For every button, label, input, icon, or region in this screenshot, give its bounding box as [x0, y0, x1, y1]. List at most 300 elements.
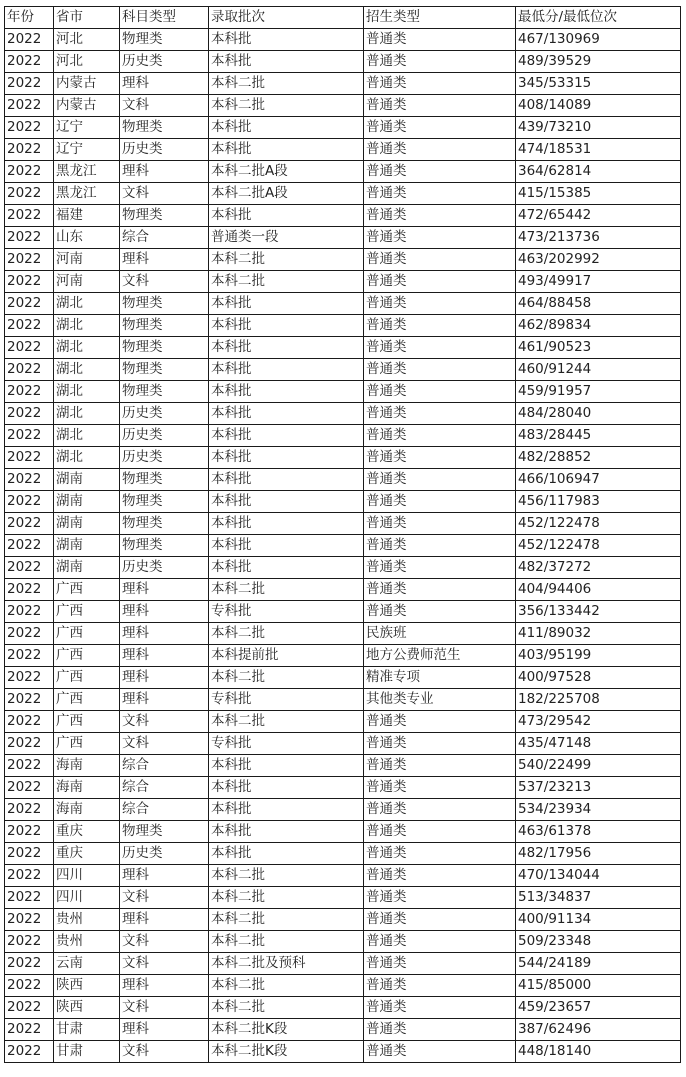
cell-admission-batch: 本科批: [209, 205, 364, 227]
table-row: [5, 997, 681, 1019]
cell-province: 湖北: [54, 403, 120, 425]
cell-enrollment-type: 普通类: [364, 447, 516, 469]
cell-province: 湖北: [54, 337, 120, 359]
table-row: [5, 139, 681, 161]
cell-subject-type: 文科: [120, 711, 209, 733]
cell-admission-batch: 本科二批: [209, 579, 364, 601]
cell-province: 甘肃: [54, 1041, 120, 1063]
cell-year: 2022: [5, 931, 54, 953]
cell-subject-type: 物理类: [120, 337, 209, 359]
cell-enrollment-type: 普通类: [364, 381, 516, 403]
table-row: [5, 337, 681, 359]
header-enrollment-type: 招生类型: [364, 7, 516, 29]
cell-subject-type: 历史类: [120, 51, 209, 73]
cell-enrollment-type: 普通类: [364, 579, 516, 601]
cell-enrollment-type: 普通类: [364, 755, 516, 777]
cell-enrollment-type: 普通类: [364, 601, 516, 623]
table-row: [5, 51, 681, 73]
table-row: [5, 205, 681, 227]
table-row: [5, 73, 681, 95]
table-row: [5, 821, 681, 843]
cell-year: 2022: [5, 601, 54, 623]
table-row: [5, 271, 681, 293]
table-row: [5, 887, 681, 909]
table-row: [5, 161, 681, 183]
cell-admission-batch: 本科批: [209, 359, 364, 381]
cell-min-score-rank: 534/23934: [516, 799, 681, 821]
cell-province: 山东: [54, 227, 120, 249]
cell-min-score-rank: 463/61378: [516, 821, 681, 843]
cell-admission-batch: 本科批: [209, 491, 364, 513]
cell-subject-type: 理科: [120, 645, 209, 667]
cell-province: 广西: [54, 711, 120, 733]
cell-year: 2022: [5, 865, 54, 887]
cell-subject-type: 理科: [120, 865, 209, 887]
cell-subject-type: 文科: [120, 271, 209, 293]
cell-year: 2022: [5, 645, 54, 667]
cell-enrollment-type: 普通类: [364, 975, 516, 997]
header-subject-type: 科目类型: [120, 7, 209, 29]
cell-admission-batch: 本科批: [209, 557, 364, 579]
table-row: [5, 227, 681, 249]
cell-subject-type: 历史类: [120, 447, 209, 469]
cell-year: 2022: [5, 183, 54, 205]
cell-year: 2022: [5, 117, 54, 139]
cell-year: 2022: [5, 557, 54, 579]
cell-subject-type: 物理类: [120, 205, 209, 227]
table-row: [5, 843, 681, 865]
table-row: [5, 293, 681, 315]
cell-subject-type: 理科: [120, 689, 209, 711]
cell-subject-type: 综合: [120, 799, 209, 821]
cell-subject-type: 综合: [120, 227, 209, 249]
cell-enrollment-type: 普通类: [364, 821, 516, 843]
cell-enrollment-type: 普通类: [364, 139, 516, 161]
table-row: [5, 799, 681, 821]
cell-subject-type: 历史类: [120, 843, 209, 865]
cell-admission-batch: 本科批: [209, 821, 364, 843]
cell-year: 2022: [5, 491, 54, 513]
cell-subject-type: 理科: [120, 1019, 209, 1041]
cell-enrollment-type: 普通类: [364, 227, 516, 249]
cell-province: 湖北: [54, 381, 120, 403]
cell-min-score-rank: 470/134044: [516, 865, 681, 887]
cell-province: 广西: [54, 667, 120, 689]
cell-enrollment-type: 普通类: [364, 161, 516, 183]
cell-admission-batch: 本科提前批: [209, 645, 364, 667]
cell-admission-batch: 本科批: [209, 139, 364, 161]
cell-province: 湖北: [54, 359, 120, 381]
table-row: [5, 623, 681, 645]
cell-subject-type: 理科: [120, 623, 209, 645]
cell-year: 2022: [5, 161, 54, 183]
cell-province: 海南: [54, 755, 120, 777]
cell-enrollment-type: 普通类: [364, 249, 516, 271]
cell-enrollment-type: 普通类: [364, 205, 516, 227]
cell-province: 湖北: [54, 315, 120, 337]
cell-min-score-rank: 460/91244: [516, 359, 681, 381]
cell-min-score-rank: 448/18140: [516, 1041, 681, 1063]
cell-year: 2022: [5, 403, 54, 425]
cell-enrollment-type: 地方公费师范生: [364, 645, 516, 667]
cell-province: 海南: [54, 777, 120, 799]
cell-admission-batch: 本科二批: [209, 887, 364, 909]
table-row: [5, 601, 681, 623]
cell-enrollment-type: 普通类: [364, 117, 516, 139]
cell-province: 广西: [54, 623, 120, 645]
cell-min-score-rank: 459/23657: [516, 997, 681, 1019]
table-row: [5, 447, 681, 469]
cell-year: 2022: [5, 513, 54, 535]
cell-year: 2022: [5, 271, 54, 293]
cell-province: 河南: [54, 249, 120, 271]
cell-min-score-rank: 509/23348: [516, 931, 681, 953]
admission-score-table: [4, 6, 681, 1063]
cell-subject-type: 物理类: [120, 469, 209, 491]
cell-min-score-rank: 473/29542: [516, 711, 681, 733]
cell-min-score-rank: 404/94406: [516, 579, 681, 601]
cell-min-score-rank: 464/88458: [516, 293, 681, 315]
cell-enrollment-type: 普通类: [364, 425, 516, 447]
cell-subject-type: 理科: [120, 161, 209, 183]
cell-admission-batch: 本科二批A段: [209, 183, 364, 205]
table-body: [5, 29, 681, 1063]
cell-min-score-rank: 474/18531: [516, 139, 681, 161]
cell-min-score-rank: 456/117983: [516, 491, 681, 513]
cell-admission-batch: 本科批: [209, 535, 364, 557]
cell-province: 陕西: [54, 975, 120, 997]
cell-year: 2022: [5, 381, 54, 403]
cell-enrollment-type: 普通类: [364, 909, 516, 931]
cell-province: 贵州: [54, 909, 120, 931]
cell-year: 2022: [5, 447, 54, 469]
cell-admission-batch: 专科批: [209, 689, 364, 711]
cell-province: 湖南: [54, 491, 120, 513]
header-row: [5, 7, 681, 29]
header-province: 省市: [54, 7, 120, 29]
cell-subject-type: 综合: [120, 755, 209, 777]
cell-province: 内蒙古: [54, 73, 120, 95]
cell-year: 2022: [5, 1041, 54, 1063]
cell-admission-batch: 本科批: [209, 447, 364, 469]
cell-province: 黑龙江: [54, 161, 120, 183]
cell-enrollment-type: 普通类: [364, 997, 516, 1019]
cell-year: 2022: [5, 733, 54, 755]
cell-enrollment-type: 普通类: [364, 557, 516, 579]
table-row: [5, 755, 681, 777]
cell-admission-batch: 本科批: [209, 755, 364, 777]
cell-subject-type: 文科: [120, 1041, 209, 1063]
cell-enrollment-type: 普通类: [364, 887, 516, 909]
cell-min-score-rank: 345/53315: [516, 73, 681, 95]
cell-year: 2022: [5, 95, 54, 117]
table-row: [5, 381, 681, 403]
cell-province: 海南: [54, 799, 120, 821]
cell-year: 2022: [5, 997, 54, 1019]
cell-enrollment-type: 普通类: [364, 535, 516, 557]
cell-admission-batch: 本科二批K段: [209, 1041, 364, 1063]
cell-subject-type: 物理类: [120, 381, 209, 403]
cell-year: 2022: [5, 887, 54, 909]
cell-year: 2022: [5, 337, 54, 359]
cell-min-score-rank: 403/95199: [516, 645, 681, 667]
cell-admission-batch: 本科批: [209, 315, 364, 337]
table-row: [5, 689, 681, 711]
cell-min-score-rank: 400/91134: [516, 909, 681, 931]
cell-enrollment-type: 其他类专业: [364, 689, 516, 711]
table-row: [5, 579, 681, 601]
cell-year: 2022: [5, 139, 54, 161]
cell-subject-type: 物理类: [120, 315, 209, 337]
header-min-score-rank: 最低分/最低位次: [516, 7, 681, 29]
cell-subject-type: 物理类: [120, 821, 209, 843]
cell-min-score-rank: 415/15385: [516, 183, 681, 205]
cell-enrollment-type: 普通类: [364, 1041, 516, 1063]
table-row: [5, 359, 681, 381]
cell-year: 2022: [5, 227, 54, 249]
cell-subject-type: 综合: [120, 777, 209, 799]
cell-admission-batch: 本科二批: [209, 623, 364, 645]
cell-subject-type: 物理类: [120, 359, 209, 381]
cell-province: 湖南: [54, 535, 120, 557]
cell-subject-type: 物理类: [120, 293, 209, 315]
table-row: [5, 513, 681, 535]
cell-min-score-rank: 482/28852: [516, 447, 681, 469]
cell-min-score-rank: 467/130969: [516, 29, 681, 51]
cell-year: 2022: [5, 51, 54, 73]
cell-enrollment-type: 普通类: [364, 271, 516, 293]
cell-subject-type: 文科: [120, 997, 209, 1019]
cell-enrollment-type: 普通类: [364, 337, 516, 359]
cell-min-score-rank: 459/91957: [516, 381, 681, 403]
table-row: [5, 29, 681, 51]
cell-subject-type: 文科: [120, 183, 209, 205]
cell-year: 2022: [5, 953, 54, 975]
cell-min-score-rank: 537/23213: [516, 777, 681, 799]
cell-province: 黑龙江: [54, 183, 120, 205]
cell-admission-batch: 本科二批: [209, 909, 364, 931]
cell-enrollment-type: 普通类: [364, 865, 516, 887]
table-row: [5, 95, 681, 117]
table-row: [5, 117, 681, 139]
cell-admission-batch: 本科二批: [209, 271, 364, 293]
cell-province: 河北: [54, 29, 120, 51]
cell-year: 2022: [5, 425, 54, 447]
cell-province: 湖北: [54, 447, 120, 469]
cell-year: 2022: [5, 29, 54, 51]
cell-min-score-rank: 482/17956: [516, 843, 681, 865]
cell-enrollment-type: 普通类: [364, 491, 516, 513]
cell-province: 湖南: [54, 557, 120, 579]
cell-year: 2022: [5, 975, 54, 997]
cell-subject-type: 理科: [120, 601, 209, 623]
cell-admission-batch: 本科批: [209, 777, 364, 799]
cell-year: 2022: [5, 469, 54, 491]
table-row: [5, 777, 681, 799]
table-row: [5, 249, 681, 271]
cell-subject-type: 历史类: [120, 557, 209, 579]
cell-admission-batch: 本科批: [209, 29, 364, 51]
cell-admission-batch: 本科二批: [209, 249, 364, 271]
table-row: [5, 425, 681, 447]
cell-year: 2022: [5, 293, 54, 315]
table-row: [5, 931, 681, 953]
cell-subject-type: 理科: [120, 975, 209, 997]
table-row: [5, 1041, 681, 1063]
cell-subject-type: 理科: [120, 667, 209, 689]
cell-admission-batch: 本科批: [209, 843, 364, 865]
cell-min-score-rank: 182/225708: [516, 689, 681, 711]
table-row: [5, 315, 681, 337]
cell-enrollment-type: 普通类: [364, 29, 516, 51]
header-admission-batch: 录取批次: [209, 7, 364, 29]
cell-admission-batch: 专科批: [209, 601, 364, 623]
cell-min-score-rank: 462/89834: [516, 315, 681, 337]
table-row: [5, 535, 681, 557]
table-row: [5, 975, 681, 997]
cell-year: 2022: [5, 73, 54, 95]
cell-min-score-rank: 461/90523: [516, 337, 681, 359]
cell-min-score-rank: 472/65442: [516, 205, 681, 227]
cell-subject-type: 物理类: [120, 491, 209, 513]
cell-enrollment-type: 普通类: [364, 51, 516, 73]
cell-min-score-rank: 466/106947: [516, 469, 681, 491]
cell-admission-batch: 本科批: [209, 799, 364, 821]
cell-year: 2022: [5, 843, 54, 865]
cell-year: 2022: [5, 777, 54, 799]
cell-admission-batch: 本科批: [209, 381, 364, 403]
cell-min-score-rank: 483/28445: [516, 425, 681, 447]
cell-enrollment-type: 普通类: [364, 843, 516, 865]
cell-enrollment-type: 普通类: [364, 711, 516, 733]
cell-subject-type: 物理类: [120, 117, 209, 139]
cell-subject-type: 物理类: [120, 513, 209, 535]
cell-enrollment-type: 民族班: [364, 623, 516, 645]
table-row: [5, 183, 681, 205]
cell-subject-type: 物理类: [120, 29, 209, 51]
cell-admission-batch: 本科批: [209, 425, 364, 447]
cell-enrollment-type: 普通类: [364, 95, 516, 117]
cell-year: 2022: [5, 315, 54, 337]
cell-subject-type: 物理类: [120, 535, 209, 557]
cell-subject-type: 文科: [120, 95, 209, 117]
cell-province: 湖北: [54, 293, 120, 315]
cell-enrollment-type: 普通类: [364, 1019, 516, 1041]
cell-enrollment-type: 普通类: [364, 359, 516, 381]
cell-admission-batch: 本科二批: [209, 865, 364, 887]
cell-admission-batch: 本科批: [209, 403, 364, 425]
cell-enrollment-type: 精准专项: [364, 667, 516, 689]
cell-province: 湖南: [54, 469, 120, 491]
cell-enrollment-type: 普通类: [364, 513, 516, 535]
cell-admission-batch: 本科二批及预科: [209, 953, 364, 975]
cell-min-score-rank: 387/62496: [516, 1019, 681, 1041]
cell-admission-batch: 专科批: [209, 733, 364, 755]
table-row: [5, 557, 681, 579]
cell-province: 广西: [54, 689, 120, 711]
cell-min-score-rank: 364/62814: [516, 161, 681, 183]
cell-min-score-rank: 356/133442: [516, 601, 681, 623]
cell-province: 重庆: [54, 821, 120, 843]
cell-province: 河北: [54, 51, 120, 73]
cell-min-score-rank: 544/24189: [516, 953, 681, 975]
cell-province: 辽宁: [54, 117, 120, 139]
table-row: [5, 909, 681, 931]
cell-subject-type: 文科: [120, 887, 209, 909]
cell-province: 陕西: [54, 997, 120, 1019]
cell-year: 2022: [5, 755, 54, 777]
cell-province: 湖北: [54, 425, 120, 447]
cell-province: 河南: [54, 271, 120, 293]
cell-enrollment-type: 普通类: [364, 469, 516, 491]
cell-province: 贵州: [54, 931, 120, 953]
cell-province: 四川: [54, 865, 120, 887]
cell-admission-batch: 本科批: [209, 513, 364, 535]
cell-min-score-rank: 463/202992: [516, 249, 681, 271]
cell-enrollment-type: 普通类: [364, 315, 516, 337]
cell-admission-batch: 本科批: [209, 469, 364, 491]
cell-enrollment-type: 普通类: [364, 183, 516, 205]
cell-min-score-rank: 493/49917: [516, 271, 681, 293]
cell-admission-batch: 本科二批: [209, 975, 364, 997]
cell-admission-batch: 本科二批: [209, 931, 364, 953]
cell-enrollment-type: 普通类: [364, 293, 516, 315]
cell-province: 甘肃: [54, 1019, 120, 1041]
table-row: [5, 1019, 681, 1041]
cell-province: 湖南: [54, 513, 120, 535]
cell-admission-batch: 本科二批: [209, 95, 364, 117]
cell-enrollment-type: 普通类: [364, 733, 516, 755]
cell-province: 四川: [54, 887, 120, 909]
cell-year: 2022: [5, 623, 54, 645]
cell-enrollment-type: 普通类: [364, 953, 516, 975]
cell-province: 广西: [54, 645, 120, 667]
cell-subject-type: 文科: [120, 733, 209, 755]
cell-subject-type: 文科: [120, 931, 209, 953]
cell-subject-type: 理科: [120, 579, 209, 601]
table-row: [5, 733, 681, 755]
table-row: [5, 953, 681, 975]
cell-min-score-rank: 482/37272: [516, 557, 681, 579]
cell-min-score-rank: 484/28040: [516, 403, 681, 425]
cell-admission-batch: 本科二批: [209, 73, 364, 95]
cell-province: 福建: [54, 205, 120, 227]
header-year: 年份: [5, 7, 54, 29]
cell-year: 2022: [5, 667, 54, 689]
cell-min-score-rank: 439/73210: [516, 117, 681, 139]
cell-admission-batch: 本科二批: [209, 667, 364, 689]
cell-admission-batch: 本科批: [209, 337, 364, 359]
cell-subject-type: 历史类: [120, 403, 209, 425]
cell-subject-type: 理科: [120, 909, 209, 931]
cell-subject-type: 历史类: [120, 425, 209, 447]
cell-year: 2022: [5, 579, 54, 601]
cell-province: 重庆: [54, 843, 120, 865]
cell-year: 2022: [5, 689, 54, 711]
cell-min-score-rank: 415/85000: [516, 975, 681, 997]
cell-admission-batch: 本科批: [209, 293, 364, 315]
cell-min-score-rank: 452/122478: [516, 535, 681, 557]
cell-year: 2022: [5, 821, 54, 843]
cell-province: 广西: [54, 601, 120, 623]
table-row: [5, 403, 681, 425]
cell-min-score-rank: 540/22499: [516, 755, 681, 777]
cell-min-score-rank: 400/97528: [516, 667, 681, 689]
cell-province: 内蒙古: [54, 95, 120, 117]
cell-min-score-rank: 452/122478: [516, 513, 681, 535]
cell-admission-batch: 本科二批: [209, 711, 364, 733]
cell-min-score-rank: 489/39529: [516, 51, 681, 73]
